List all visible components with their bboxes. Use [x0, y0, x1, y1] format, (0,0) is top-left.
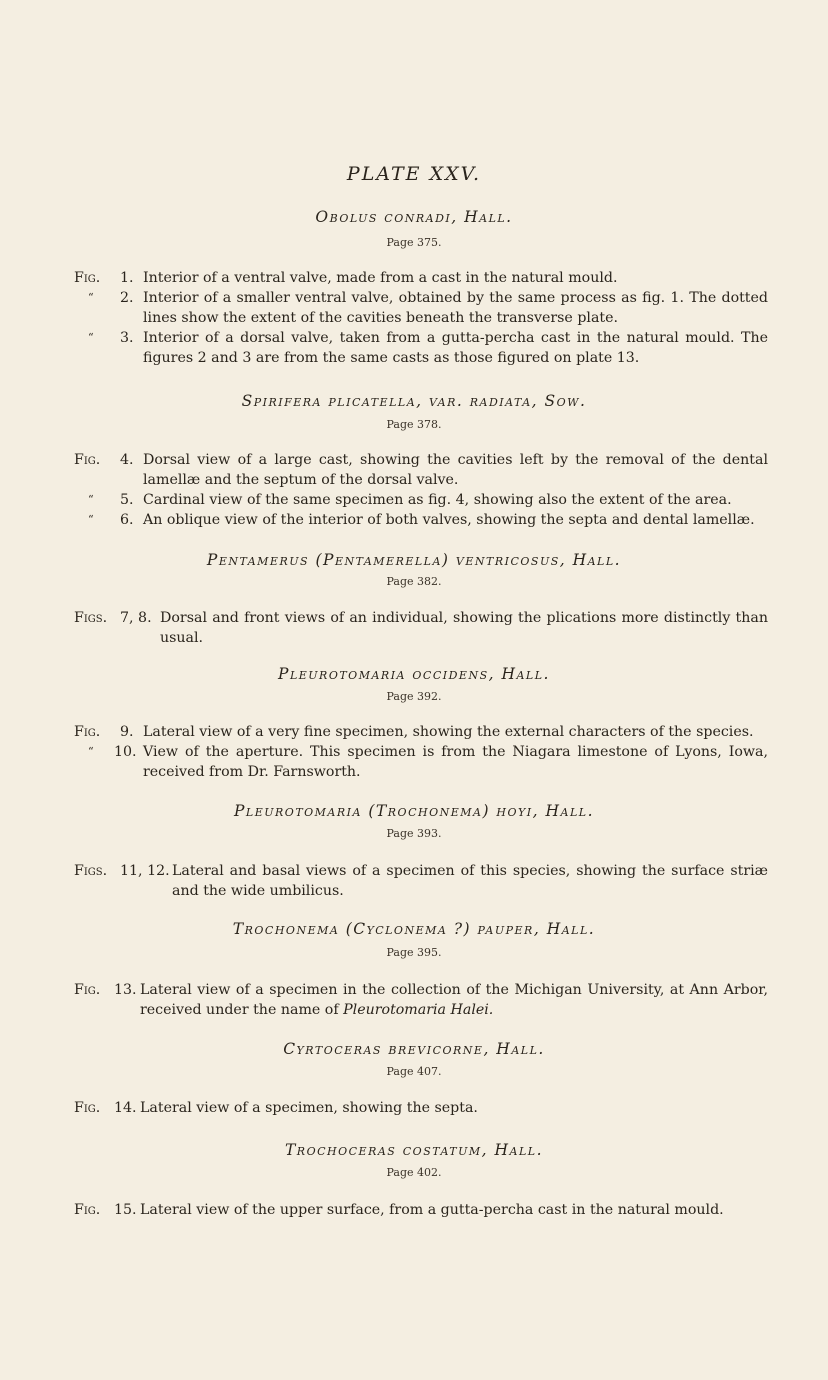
- section-title: Pentamerus (Pentamerella) ventricosus, Hall.: [206, 551, 622, 569]
- figure-caption: An oblique view of the interior of both valves, showing the septa and dental lamellæ.: [143, 512, 755, 528]
- figure-label: Fig.: [74, 1202, 101, 1218]
- ditto-mark: “: [88, 331, 95, 344]
- figure-entry: [74, 288, 768, 328]
- figure-caption: Interior of a ventral valve, made from a cast in the natural mould.: [143, 270, 618, 286]
- page-reference: Page 382.: [386, 575, 442, 588]
- figure-number: 4.: [120, 452, 134, 468]
- section-title: Cyrtoceras brevicorne, Hall.: [283, 1040, 545, 1058]
- figure-entry: [74, 742, 768, 782]
- figure-number: 14.: [114, 1100, 137, 1116]
- section-title: Spirifera plicatella, var. radiata, Sow.: [241, 392, 587, 410]
- figure-label: Fig.: [74, 724, 101, 740]
- figure-number: 15.: [114, 1202, 137, 1218]
- figure-caption: View of the aperture. This specimen is from the Niagara limestone of Lyons, Iowa, received from Dr. Farnsworth.: [143, 744, 768, 780]
- figure-caption: Interior of a dorsal valve, taken from a gutta-percha cast in the natural mould. The figures 2 and 3 are from the same casts as those figured on plate 13.: [143, 330, 768, 366]
- figure-caption: Interior of a smaller ventral valve, obtained by the same process as fig. 1. The dotted lines show the extent of the cavities beneath the transverse plate.: [143, 290, 768, 326]
- figure-caption: Dorsal and front views of an individual, showing the plications more distinctly than usual.: [160, 610, 768, 646]
- page-reference: Page 393.: [386, 827, 442, 840]
- figure-caption: [74, 980, 768, 1020]
- page-reference: Page 407.: [386, 1065, 442, 1078]
- figure-label: Fig.: [74, 270, 101, 286]
- figure-caption: Lateral view of a very fine specimen, showing the external characters of the species.: [143, 724, 754, 740]
- ditto-mark: “: [88, 493, 95, 506]
- figure-entry: [74, 1098, 768, 1118]
- figure-entry: [74, 328, 768, 368]
- figure-entry: [74, 608, 768, 648]
- plate-title: PLATE XXV.: [346, 163, 482, 185]
- figure-caption: Lateral and basal views of a specimen of this species, showing the surface striæ and the wide umbilicus.: [172, 863, 768, 899]
- section-title: Pleurotomaria occidens, Hall.: [278, 665, 550, 683]
- figure-number: 13.: [114, 982, 137, 998]
- figure-number: 3.: [120, 330, 134, 346]
- page-reference: Page 378.: [386, 418, 442, 431]
- figure-number: 7, 8.: [120, 610, 152, 626]
- species-name: Pleurotomaria Halei.: [343, 1002, 494, 1018]
- figure-label: Fig.: [74, 982, 101, 998]
- section-title: Obolus conradi, Hall.: [315, 208, 513, 226]
- figure-caption: Lateral view of the upper surface, from a gutta-percha cast in the natural mould.: [140, 1202, 724, 1218]
- figure-number: 6.: [120, 512, 134, 528]
- figure-number: 11, 12.: [120, 863, 170, 879]
- figure-entry: [74, 980, 768, 1020]
- figure-number: 2.: [120, 290, 134, 306]
- section-title: Trochoceras costatum, Hall.: [284, 1141, 544, 1159]
- figure-label: Figs.: [74, 610, 108, 626]
- page-reference: Page 402.: [386, 1166, 442, 1179]
- ditto-mark: “: [88, 291, 95, 304]
- figure-entry: [74, 268, 768, 288]
- page-reference: Page 375.: [386, 236, 442, 249]
- figure-caption: Dorsal view of a large cast, showing the cavities left by the removal of the dental lamellæ and the septum of the dorsal valve.: [143, 452, 768, 488]
- figure-entry: [74, 1200, 768, 1220]
- page-reference: Page 395.: [386, 946, 442, 959]
- figure-entry: [74, 722, 768, 742]
- section-title: Trochonema (Cyclonema ?) pauper, Hall.: [232, 920, 596, 938]
- ditto-mark: “: [88, 513, 95, 526]
- figure-caption: Lateral view of a specimen, showing the septa.: [140, 1100, 478, 1116]
- figure-number: 9.: [120, 724, 134, 740]
- figure-number: 1.: [120, 270, 134, 286]
- figure-entry: [74, 510, 768, 530]
- figure-label: Figs.: [74, 863, 108, 879]
- figure-entry: [74, 861, 768, 901]
- figure-number: 10.: [114, 744, 137, 760]
- figure-label: Fig.: [74, 1100, 101, 1116]
- page-reference: Page 392.: [386, 690, 442, 703]
- figure-caption: Cardinal view of the same specimen as fig. 4, showing also the extent of the area.: [143, 492, 732, 508]
- figure-entry: [74, 450, 768, 490]
- figure-label: Fig.: [74, 452, 101, 468]
- ditto-mark: “: [88, 745, 95, 758]
- figure-number: 5.: [120, 492, 134, 508]
- figure-caption-text: Lateral view of a specimen in the collection of the Michigan University, at Ann Arbor, received under the name of: [140, 982, 768, 1018]
- figure-entry: [74, 490, 768, 510]
- section-title: Pleurotomaria (Trochonema) hoyi, Hall.: [233, 802, 594, 820]
